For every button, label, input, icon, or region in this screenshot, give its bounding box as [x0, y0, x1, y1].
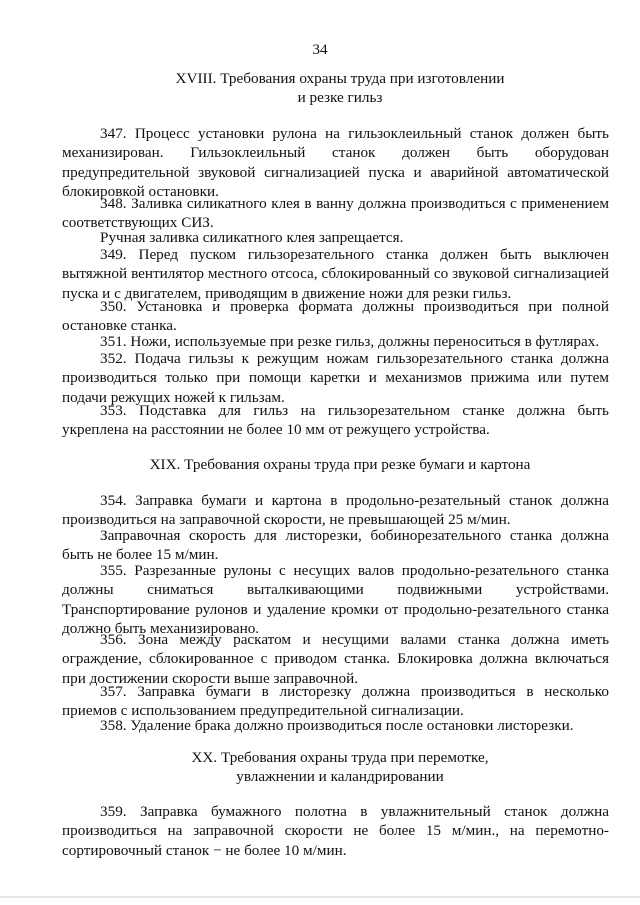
paragraph-354: 354. Заправка бумаги и картона в продольно-резательный станок должна производиться на заправочной скорости, не превышающей 25 м/мин. [62, 492, 609, 529]
paragraph-354-note: Заправочная скорость для листорезки, бобинорезательного станка должна быть не более 15 м/мин. [62, 527, 609, 564]
paragraph-358: 358. Удаление брака должно производиться после остановки листорезки. [100, 717, 574, 734]
section-heading-xviii [60, 69, 620, 108]
heading-line: XX. Требования охраны труда при перемотке, [191, 749, 489, 766]
heading-line: и резке гильз [297, 89, 383, 107]
heading-line: увлажнении и каландрировании [236, 768, 444, 786]
section-heading-xix [60, 455, 620, 474]
section-heading-xx [60, 748, 620, 787]
paragraph-352: 352. Подача гильзы к режущим ножам гильзорезательного станка должна производиться только при помощи каретки и механизмов прижима или путем подачи режущих ножей к гильзам. [62, 350, 609, 406]
paragraph-348: 348. Заливка силикатного клея в ванну должна производиться с применением соответствующих СИЗ. [62, 195, 609, 232]
page-number: 34 [312, 41, 328, 58]
paragraph-357: 357. Заправка бумаги в листорезку должна производиться в несколько приемов с использованием предупредительной сигнализации. [62, 683, 609, 720]
paragraph-359: 359. Заправка бумажного полотна в увлажнительный станок должна производиться на заправочной скорости не более 15 м/мин., на перемотно-сортировочный станок − не более 10 м/мин. [62, 803, 609, 859]
paragraph-349: 349. Перед пуском гильзорезательного станка должен быть выключен вытяжной вентилятор местного отсоса, сблокированный со звуковой сигнализацией пуска и с двигателем, приводящим в движение ножи для резки гильз. [62, 246, 609, 302]
paragraph-348-note: Ручная заливка силикатного клея запрещается. [100, 229, 404, 246]
paragraph-356: 356. Зона между раскатом и несущими валами станка должна иметь ограждение, сблокированное с приводом станка. Блокировка должна включаться при достижении скорости выше заправочной. [62, 631, 609, 687]
paragraph-347: 347. Процесс установки рулона на гильзоклеильный станок должен быть механизирован. Гильзоклеильный станок должен быть оборудован предупредительной звуковой сигнализацией пуска и аварийной автоматической блокировкой остановки. [62, 125, 609, 201]
heading-line: XVIII. Требования охраны труда при изготовлении [175, 70, 505, 87]
paragraph-353: 353. Подставка для гильз на гильзорезательном станке должна быть укреплена на расстоянии не более 10 мм от режущего устройства. [62, 402, 609, 439]
paragraph-355: 355. Разрезанные рулоны с несущих валов продольно-резательного станка должны сниматься выталкивающими подвижными устройствами. Транспортирование рулонов и удаление кромки от продольно-резательного станка должно быть механизировано. [62, 562, 609, 638]
scan-edge-divider [0, 896, 640, 898]
paragraph-350: 350. Установка и проверка формата должны производиться при полной остановке станка. [62, 298, 609, 335]
paragraph-351: 351. Ножи, используемые при резке гильз, должны переноситься в футлярах. [100, 333, 600, 350]
heading-line: XIX. Требования охраны труда при резке бумаги и картона [149, 456, 531, 473]
